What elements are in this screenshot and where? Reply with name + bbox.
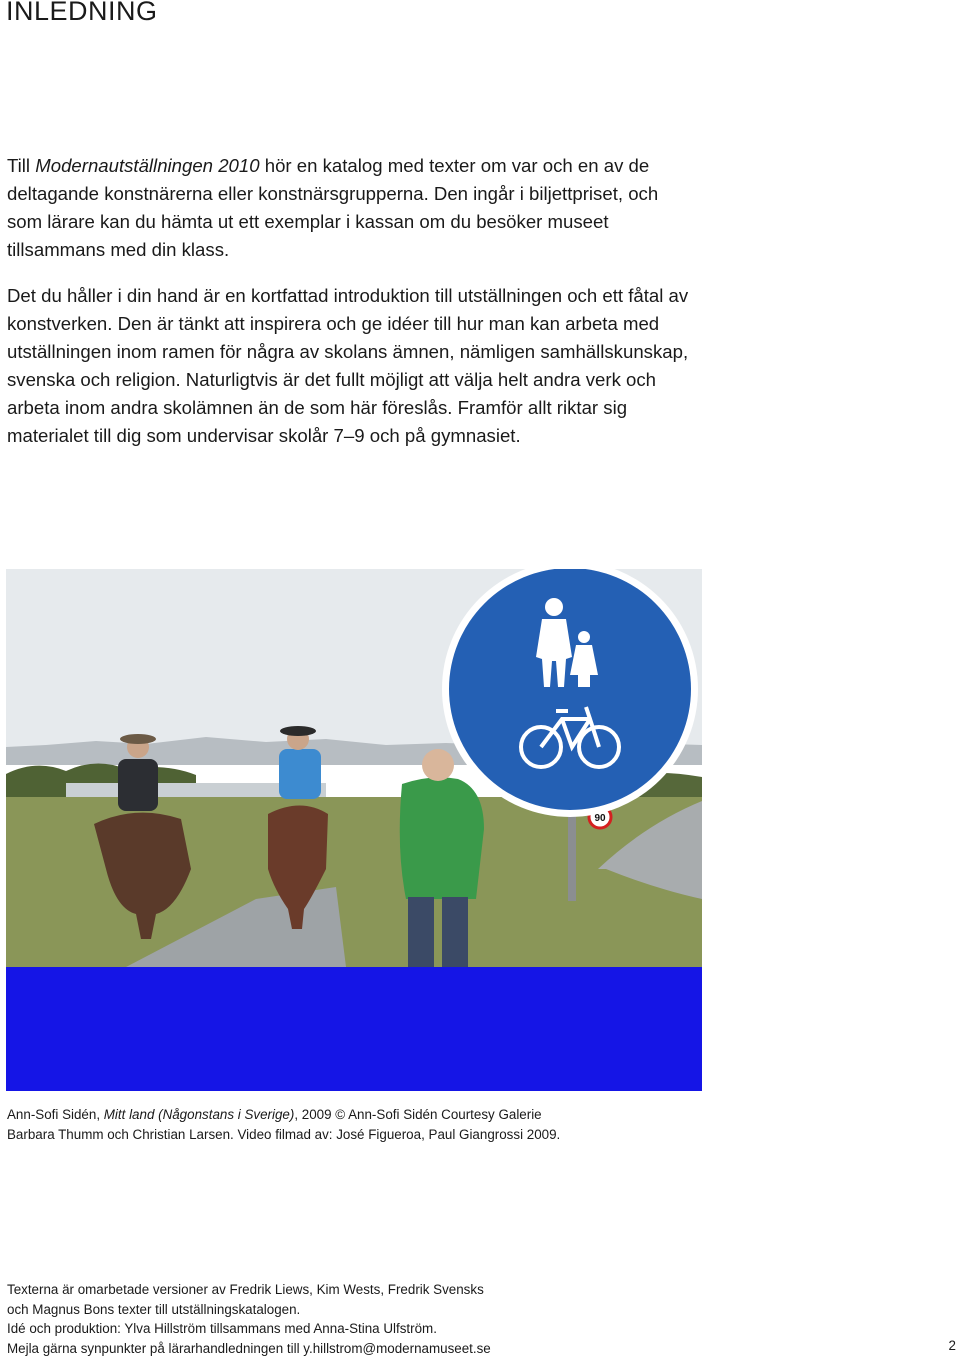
- page-number: 2: [949, 1338, 956, 1353]
- intro-text: [7, 152, 697, 468]
- artwork-photo: [6, 569, 702, 1091]
- caption-line-2: Barbara Thumm och Christian Larsen. Video filmad av: José Figueroa, Paul Giangrossi 2009.: [7, 1125, 707, 1145]
- caption-artist: Ann-Sofi Sidén,: [7, 1107, 104, 1122]
- intro-paragraph-1: [7, 152, 697, 264]
- credits-line-2: och Magnus Bons texter till utställningskatalogen.: [7, 1300, 807, 1320]
- credits: [7, 1280, 807, 1358]
- video-band: [6, 967, 702, 1091]
- page-heading: INLEDNING: [6, 0, 158, 26]
- cycle-path-sign: [442, 569, 698, 817]
- credits-line-1: Texterna är omarbetade versioner av Fredrik Liews, Kim Wests, Fredrik Svensks: [7, 1280, 807, 1300]
- speed-sign-label: 90: [594, 813, 606, 824]
- intro-p1-start: Till: [7, 155, 35, 176]
- caption-work-title: Mitt land (Någonstans i Sverige): [104, 1107, 295, 1122]
- caption-line-1-rest: , 2009 © Ann-Sofi Sidén Courtesy Galerie: [294, 1107, 541, 1122]
- intro-paragraph-2: Det du håller i din hand är en kortfattad introduktion till utställningen och ett fåtal av konstverken. Den är tänkt att inspirera och ge idéer till hur man kan arbeta med utställningen inom ramen för några av skolans ämnen, nämligen samhällskunskap, svenska och religion. Naturligtvis är det fullt möjligt att välja helt andra verk och arbeta inom andra skolämnen än de som här föreslås. Framför allt riktar sig materialet till dig som undervisar skolår 7–9 och på gymnasiet.: [7, 282, 697, 450]
- caption-line-1: [7, 1105, 707, 1125]
- exhibition-name: Modernautställningen 2010: [35, 155, 259, 176]
- credits-line-4: Mejla gärna synpunkter på lärarhandledningen till y.hillstrom@modernamuseet.se: [7, 1339, 807, 1358]
- photo-caption: [7, 1105, 707, 1145]
- intro-p1-rest: hör en katalog med texter om var och en av de deltagande konstnärerna eller konstnärsgrupperna. Den ingår i biljettpriset, och som lärare kan du hämta ut ett exemplar i kassan om du besöker museet tillsammans med din klass.: [7, 155, 658, 260]
- credits-line-3: Idé och produktion: Ylva Hillström tillsammans med Anna-Stina Ulfström.: [7, 1319, 807, 1339]
